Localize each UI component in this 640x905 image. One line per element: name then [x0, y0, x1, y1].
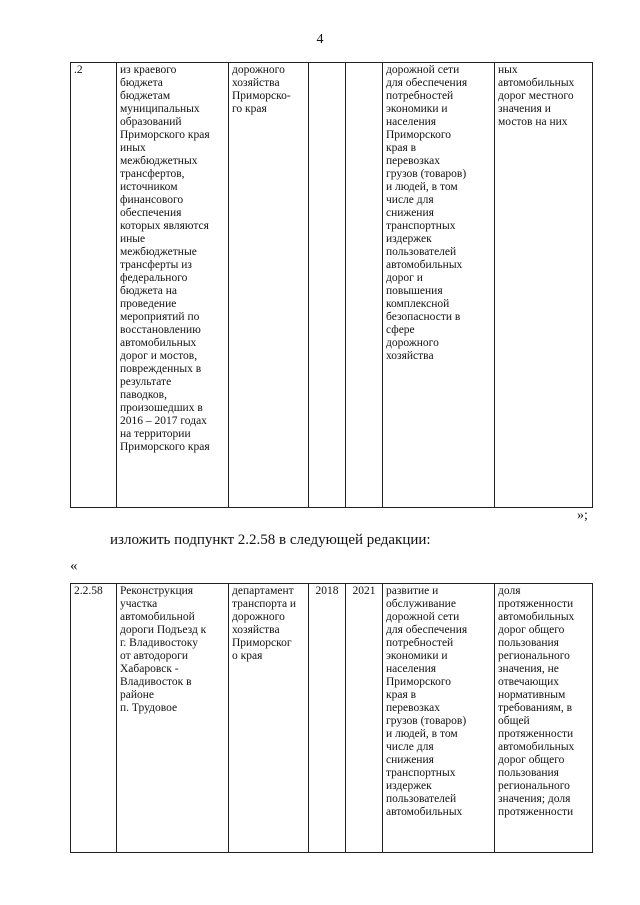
program-table-new-edition	[70, 583, 593, 853]
closing-quote: »;	[577, 508, 588, 523]
row-number-cell: .2	[71, 63, 117, 508]
measure-name-cell: из краевого бюджета бюджетам муниципальных образований Приморского края иных межбюджетных трансфертов, источником финансового обеспечения которых являются иные межбюджетные трансферты из федерального бюджета на проведение мероприятий по восстановлению автомобильных дорог и мостов, поврежденных в результате паводков, произошедших в 2016 – 2017 годах на территории Приморского края	[117, 63, 229, 508]
start-year-cell	[309, 63, 346, 508]
program-table-continued	[70, 62, 593, 508]
end-year-cell: 2021	[346, 584, 383, 853]
expected-result-cell: развитие и обслуживание дорожной сети для обеспечения потребностей экономики и населения Приморского края в перевозках грузов (товаров) и людей, в том числе для снижения транспортных издержек пользователей автомобильных	[383, 584, 495, 853]
table-row	[71, 63, 593, 508]
page-number: 4	[316, 32, 324, 47]
measure-name-cell: Реконструкция участка автомобильной дороги Подъезд к г. Владивостоку от автодороги Хабаровск - Владивосток в районе п. Трудовое	[117, 584, 229, 853]
expected-result-cell: дорожной сети для обеспечения потребностей экономики и населения Приморского края в перевозках грузов (товаров) и людей, в том числе для снижения транспортных издержек пользователей автомобильных дорог и повышения комплексной безопасности в сфере дорожного хозяйства	[383, 63, 495, 508]
executor-cell: дорожного хозяйства Приморско- го края	[229, 63, 309, 508]
indicator-cell: ных автомобильных дорог местного значения и мостов на них	[495, 63, 593, 508]
end-year-cell	[346, 63, 383, 508]
indicator-cell: доля протяженности автомобильных дорог общего пользования регионального значения, не отвечающих нормативным требованиям, в общей протяженности автомобильных дорог общего пользования регионального значения; доля протяженности	[495, 584, 593, 853]
table-row	[71, 584, 593, 853]
amendment-instruction: изложить подпункт 2.2.58 в следующей редакции:	[110, 532, 431, 548]
row-number-cell: 2.2.58	[71, 584, 117, 853]
executor-cell: департамент транспорта и дорожного хозяйства Приморског о края	[229, 584, 309, 853]
opening-quote: «	[70, 558, 78, 574]
start-year-cell: 2018	[309, 584, 346, 853]
